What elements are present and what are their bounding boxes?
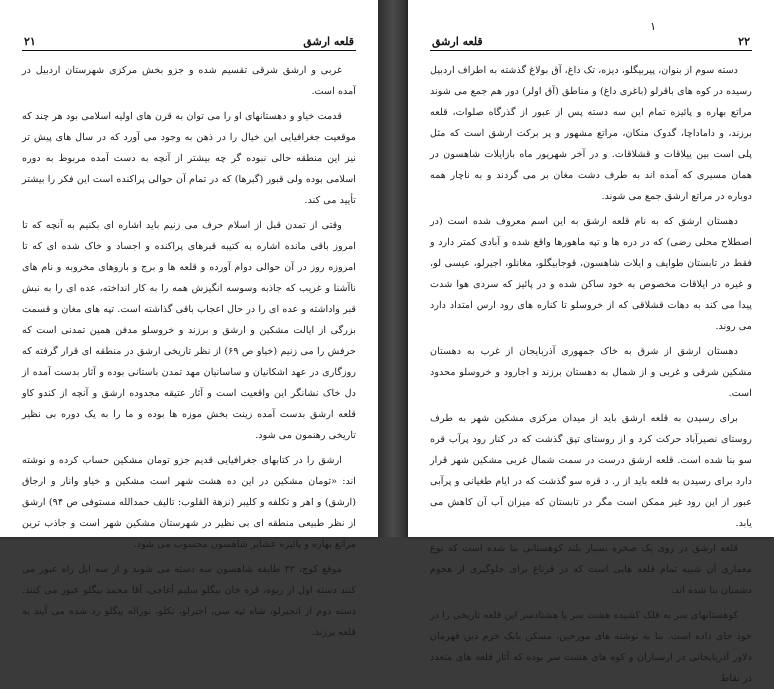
left-page <box>0 0 378 638</box>
paragraph: دسته سوم از بنوان، پیربیگلو، دیزه، تک داغ، آق بولاغ گذشته به اطراف اردبیل رسیده در کوه های باقرلو (باغری داغ) و مناطق (آق اولر) دور هم جمع می شوند مراتع بهاره و پائیزه تمام این سه دسته پس از عبور از گذرگاه صلوات، قلعه برزند، و داماداچا، گدوک منکان، مراتع مشهور و پر برکت ارشق است که مثل پلی است بین ییلاقات و قشلاقات. و در آخر شهریور ماه بازایلات شاهسون در همان مسیری که آمده اند به طرف دشت مغان بر می گردند و به ناچار همه دوباره در مراتع ارشق جمع می شوند. <box>430 65 752 202</box>
paragraph: قلعه ارشق در روی یک صخره بسیار بلند کوهستانی بنا شده است که نوع معماری آن شبیه تمام قلعه هایی است که در قرناغ برای جلوگیری از هجوم دشمنان بنا شده اند. <box>430 543 752 596</box>
folio-mark: ۱ <box>650 20 656 33</box>
page-body <box>22 60 356 638</box>
paragraph: غربی و ارشق شرقی تقسیم شده و جزو بخش مرکزی شهرستان اردبیل در آمده است. <box>22 65 356 97</box>
paragraph: ارشق را در کتابهای جغرافیایی قدیم جزو تومان مشکین حساب کرده و نوشته اند: «تومان مشکین در این ده هشت شهر است مشکین و خیاو وانار و ارجاق (ارشق) و اهر و تکلفه و کلیبر (نزهة القلوب: تالیف حمدالله مستوفی ص ۹۴) ارشق از نظر طبیعی منطقه ای بی نظیر در شهرستان مشکین شهر است و جاذب ترین مراتع بهاره و پائیزه عشایر شاهسون محسوب می شود. <box>22 455 356 550</box>
page-number: ۲۲ <box>738 35 750 48</box>
page-body <box>430 60 752 684</box>
paragraph: دهستان ارشق که به نام قلعه ارشق به این اسم معروف شده است (در اصطلاح محلی رضی) که در دره ها و تپه ماهورها واقع شده و آبادی کمتر دارد و فقط در تابستان طوایف و ایلات شاهسون، قوجابیگلو، مغانلو، اجیرلو، عیسی لو، و غیره در ایلاقات مخصوص به خود ساکن شده و در پائیز که سردی هوا شدت پیدا می کند به دهات قشلاقی که از خروسلو تا کناره های رود ارس امتداد دارد می روند. <box>430 216 752 332</box>
paragraph: قدمت خیاو و دهستانهای او را می توان به قرن های اولیه اسلامی بود هر چند که موقعیت جغرافیایی این خیال را در ذهن به وجود می آورد که در سال های پیش تر نیز این منطقه حالی نبوده گر چه بیشتر از آنچه به دست آمده مربوط به دوره اسلامی بوده ولی قبور (گبرها) که در تمام آن حوالی پراکنده است این فکر را بیشتر تأیید می کند. <box>22 111 356 206</box>
page-header <box>430 32 752 51</box>
paragraph: وقتی از تمدن قبل از اسلام حرف می زنیم باید اشاره ای بکنیم به آنچه که تا امروز باقی مانده اشاره به کتیبه قبرهای پراکنده و اجساد و خاک شده ای که تا امروزه روز در آن حوالی دوام آورده و قلعه ها و برج و باروهای مخروبه و نام های ناآشنا و غریب که جاذبه وسوسه انگیزش همه را به کار انداخته، عده ای را به نبش قبر واداشته و عده ای را در حال اعجاب باقی گذاشته است. تپه های مغان و قسمت بزرگی از ایالت مشکین و ارشق و برزند و خروسلو مدفن همین تمدنی است که حرفش را می زنیم (خیاو ص ۶۹) از نظر تاریخی ارشق در منطقه ای قرار گرفته که روزگاری در عهد اشکانیان و ساسانیان مهد تمدن باستانی بوده و آثار بدست آمده از دل خاک نشانگر این واقعیت است و آثار عتیقه مجدوده ارشق و آنچه از کندو کاو قلعه ارشق بدست آمده زینت بخش موزه ها بوده و ما را به یک دوره بی نظیر تاریخی رهنمون می شود. <box>22 220 356 441</box>
paragraph: برای رسیدن به قلعه ارشق باید از میدان مرکزی مشکین شهر به طرف روستای نصیرآباد حرکت کرد و از روستای تپق گذشت که در کنار رود پرآب قره سو بنا شده است. قلعه ارشق درست در سمت شمال غربی مشکین شهر قرار دارد برای رسیدن به قلعه باید از ر. د قره سو گذشت که در ایام طغیانی و پرآبی عبور از این رود غیر ممکن است مگر در تابستان که میزان آب آن کاهش می یابد. <box>430 413 752 529</box>
right-page <box>408 0 774 684</box>
page-number: ۲۱ <box>24 35 36 48</box>
running-title: قلعه ارشق <box>303 35 354 48</box>
paragraph: موقع کوچ، ۳۲ طایفه شاهسون سه دسته می شوند و از سه ایل راه عبور می کنند دسته اول از ریوه، قره خان بیگلو سلیم آغاجی، آقا محمد بیگلو عبور می کنند. دسته دوم از انجیرلو، شاه تپه سی، اجیرلو، تکلو، نوراله بیگلو رد شده می آیند به قلعه برزند. <box>22 564 356 638</box>
running-title: قلعه ارشق <box>432 35 483 48</box>
page-header <box>22 32 356 51</box>
paragraph: دهستان ارشق از شرق به خاک جمهوری آذربایجان از غرب به دهستان مشکین شرقی و غربی و از شمال به دهستان برزند و اجارود و خروسلو محدود است. <box>430 346 752 399</box>
paragraph: کوهستانهای سر به فلک کشیده هشت سر یا هشتادسر این قلعه تاریخی را در خود جای داده است. بنا به نوشته های مورخین، مسکن بابک خرم دین قهرمان دلاور آذربایجانی در ارسباران و کوه های هشت سر بوده که آثار قلعه های متعدد در نقاط <box>430 610 752 684</box>
page-gutter <box>378 0 408 537</box>
